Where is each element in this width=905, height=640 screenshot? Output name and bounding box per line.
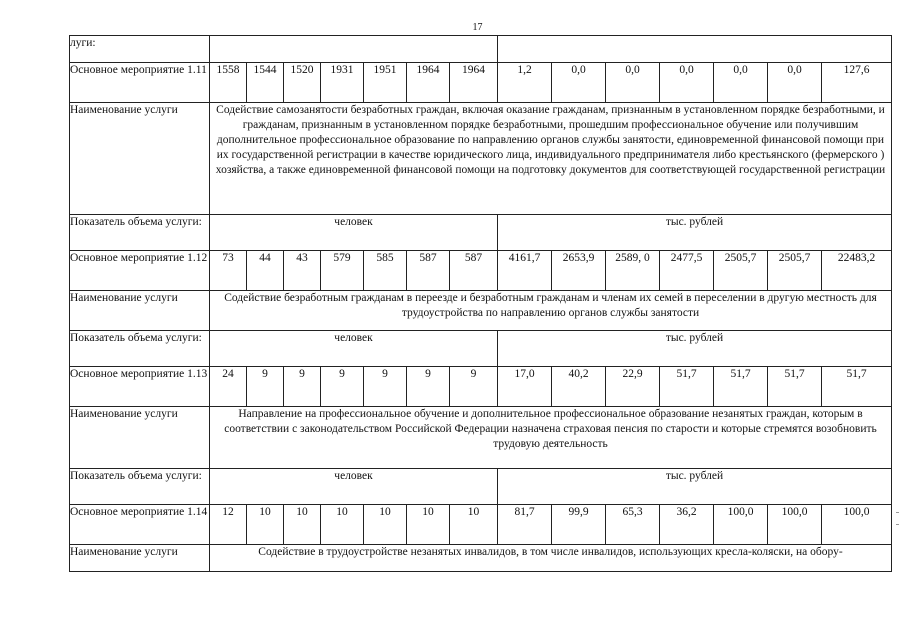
page-number: 17 [472,22,483,33]
service-description: Содействие безработным гражданам в переезде и безработным гражданам и членам их семей в переселении в другую местность для трудоустройства по направлению органов службы занятости [210,291,892,331]
indicator-label: луги: [70,36,210,63]
service-description: Содействие в трудоустройстве незанятых инвалидов, в том числе инвалидов, использующих кресла-коляски, на обору- [210,545,892,572]
unit-right-cell: тыс. рублей [498,331,892,367]
value-cell: 17,0 [498,367,552,407]
value-cell: 10 [364,505,407,545]
activity-label: Основное мероприятие 1.14 [70,505,210,545]
value-cell: 9 [284,367,321,407]
value-cell: 40,2 [552,367,606,407]
indicator-label: Показатель объема услуги: [70,469,210,505]
table-row [70,331,892,367]
value-cell: 2589, 0 [606,251,660,291]
value-cell: 1964 [407,63,450,103]
table-row [70,505,892,545]
value-cell: 1544 [247,63,284,103]
table-row [70,291,892,331]
value-cell: 100,0 [714,505,768,545]
value-cell: 51,7 [768,367,822,407]
value-cell: 99,9 [552,505,606,545]
value-cell: 51,7 [714,367,768,407]
value-cell: 51,7 [822,367,892,407]
value-cell: 0,0 [768,63,822,103]
value-cell: 51,7 [660,367,714,407]
activity-label: Основное мероприятие 1.13 [70,367,210,407]
service-description: Содействие самозанятости безработных граждан, включая оказание гражданам, признанным в установленном порядке безработными, и гражданам, признанным в установленном порядке безработными, прошедшим профессиональное обучение или получившим дополнительное профессиональное образование по направлению органов службы занятости, единовременной финансовой помощи при их государственной регистрации в качестве юридического лица, индивидуального предпринимателя либо крестьянского (фермерского ) хозяйства, а также единовременной финансовой помощи на подготовку документов для соответствующей государственной регистрации [210,103,892,215]
service-label: Наименование услуги [70,103,210,215]
value-cell: 10 [321,505,364,545]
value-cell: 0,0 [606,63,660,103]
table-row [70,407,892,469]
table-row [70,103,892,215]
value-cell: 9 [247,367,284,407]
value-cell: 2505,7 [714,251,768,291]
value-cell: 0,0 [552,63,606,103]
table-row [70,251,892,291]
value-cell: 9 [450,367,498,407]
value-cell: 36,2 [660,505,714,545]
value-cell: 1964 [450,63,498,103]
unit-right-cell: тыс. рублей [498,215,892,251]
value-cell: 81,7 [498,505,552,545]
value-cell: 100,0 [822,505,892,545]
value-cell: 9 [321,367,364,407]
table-row [70,36,892,63]
value-cell: 73 [210,251,247,291]
value-cell: 579 [321,251,364,291]
value-cell: 1931 [321,63,364,103]
unit-left-cell [210,36,498,63]
value-cell: 100,0 [768,505,822,545]
value-cell: 0,0 [660,63,714,103]
value-cell: 585 [364,251,407,291]
value-cell: 1,2 [498,63,552,103]
table-row [70,215,892,251]
unit-left-cell: человек [210,469,498,505]
value-cell: 10 [247,505,284,545]
indicator-label: Показатель объема услуги: [70,331,210,367]
activity-label: Основное мероприятие 1.12 [70,251,210,291]
value-cell: 4161,7 [498,251,552,291]
activity-label: Основное мероприятие 1.11 [70,63,210,103]
table-row [70,545,892,572]
value-cell: 1951 [364,63,407,103]
value-cell: 1558 [210,63,247,103]
table-row [70,469,892,505]
service-description: Направление на профессиональное обучение и дополнительное профессиональное образование незанятых граждан, которым в соответствии с законодательством Российской Федерации назначена страховая пенсия по старости и которые стремятся возобновить трудовую деятельность [210,407,892,469]
value-cell: 9 [407,367,450,407]
value-cell: 2653,9 [552,251,606,291]
value-cell: 22,9 [606,367,660,407]
value-cell: 2477,5 [660,251,714,291]
value-cell: 10 [450,505,498,545]
value-cell: 24 [210,367,247,407]
value-cell: 12 [210,505,247,545]
value-cell: 44 [247,251,284,291]
value-cell: 0,0 [714,63,768,103]
value-cell: 9 [364,367,407,407]
unit-right-cell: тыс. рублей [498,469,892,505]
scan-mark [896,512,899,513]
value-cell: 10 [407,505,450,545]
value-cell: 2505,7 [768,251,822,291]
value-cell: 10 [284,505,321,545]
service-label: Наименование услуги [70,407,210,469]
scan-mark [896,524,899,525]
value-cell: 1520 [284,63,321,103]
value-cell: 22483,2 [822,251,892,291]
indicator-label: Показатель объема услуги: [70,215,210,251]
unit-left-cell: человек [210,215,498,251]
service-label: Наименование услуги [70,291,210,331]
service-label: Наименование услуги [70,545,210,572]
value-cell: 43 [284,251,321,291]
table-row [70,367,892,407]
unit-left-cell: человек [210,331,498,367]
unit-right-cell [498,36,892,63]
value-cell: 65,3 [606,505,660,545]
value-cell: 587 [450,251,498,291]
table-row [70,63,892,103]
value-cell: 587 [407,251,450,291]
value-cell: 127,6 [822,63,892,103]
services-table [69,35,892,572]
